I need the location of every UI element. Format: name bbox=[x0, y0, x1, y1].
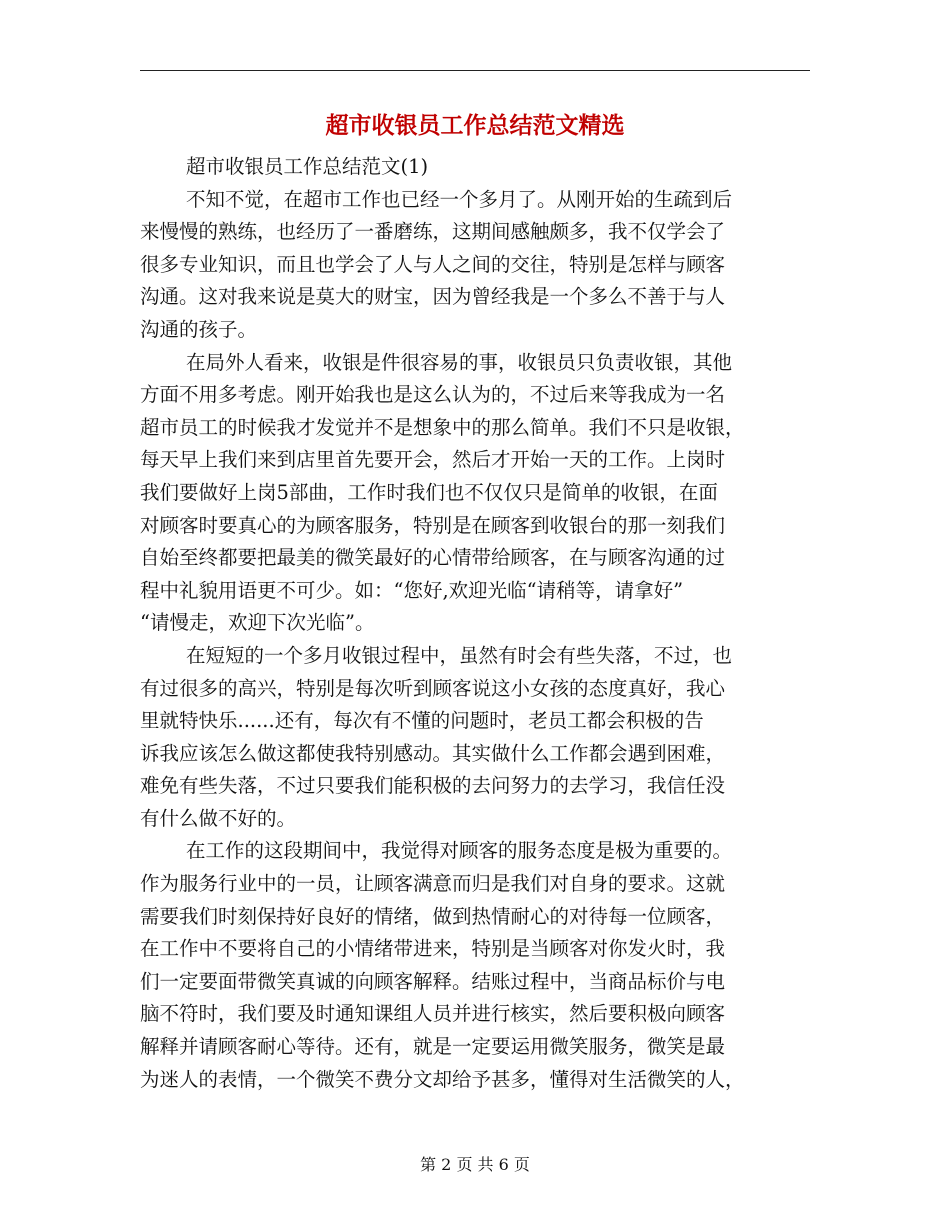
body-text-line: 为迷人的表情，一个微笑不费分文却给予甚多，懂得对生活微笑的人， bbox=[140, 1067, 745, 1091]
body-text-line: 在工作的这段期间中，我觉得对顾客的服务态度是极为重要的。 bbox=[186, 839, 733, 863]
body-text-line: 方面不用多考虑。刚开始我也是这么认为的，不过后来等我成为一名 bbox=[140, 383, 726, 407]
body-text-line: 在局外人看来，收银是件很容易的事，收银员只负责收银，其他 bbox=[186, 350, 733, 374]
body-text-line: “请慢走，欢迎下次光临”。 bbox=[140, 611, 375, 635]
body-text-line: 里就特快乐......还有，每次有不懂的问题时，老员工都会积极的告 bbox=[140, 709, 704, 733]
body-text-line: 有过很多的高兴，特别是每次听到顾客说这小女孩的态度真好，我心 bbox=[140, 676, 726, 700]
header-rule bbox=[140, 70, 810, 71]
body-text-line: 在工作中不要将自己的小情绪带进来，特别是当顾客对你发火时，我 bbox=[140, 937, 726, 961]
body-text-line: 很多专业知识，而且也学会了人与人之间的交往，特别是怎样与顾客 bbox=[140, 252, 726, 276]
body-text-line: 在短短的一个多月收银过程中，虽然有时会有些失落，不过，也 bbox=[186, 643, 733, 667]
body-text-line: 诉我应该怎么做这都使我特别感动。其实做什么工作都会遇到困难， bbox=[140, 741, 726, 765]
body-text-line: 沟通的孩子。 bbox=[140, 317, 258, 341]
body-text-line: 解释并请顾客耐心等待。还有，就是一定要运用微笑服务，微笑是最 bbox=[140, 1035, 726, 1059]
page-number: 第 2 页 共 6 页 bbox=[420, 1155, 530, 1174]
body-text-line: 不知不觉，在超市工作也已经一个多月了。从刚开始的生疏到后 bbox=[186, 187, 733, 211]
document-body bbox=[140, 151, 810, 1096]
body-text-line: 沟通。这对我来说是莫大的财宝，因为曾经我是一个多么不善于与人 bbox=[140, 285, 726, 309]
body-text-line: 需要我们时刻保持好良好的情绪，做到热情耐心的对待每一位顾客， bbox=[140, 904, 726, 928]
body-text-line: 难免有些失落，不过只要我们能积极的去问努力的去学习，我信任没 bbox=[140, 774, 726, 798]
body-text-line: 们一定要面带微笑真诚的向顾客解释。结账过程中，当商品标价与电 bbox=[140, 969, 726, 993]
body-text-line: 自始至终都要把最美的微笑最好的心情带给顾客，在与顾客沟通的过 bbox=[140, 546, 726, 570]
document-title: 超市收银员工作总结范文精选 bbox=[325, 112, 625, 139]
body-text-line: 超市收银员工作总结范文(1) bbox=[186, 155, 429, 178]
body-text-line: 作为服务行业中的一员，让顾客满意而归是我们对自身的要求。这就 bbox=[140, 872, 726, 896]
body-text-line: 每天早上我们来到店里首先要开会，然后才开始一天的工作。上岗时 bbox=[140, 448, 726, 472]
body-text-line: 超市员工的时候我才发觉并不是想象中的那么简单。我们不只是收银， bbox=[140, 415, 745, 439]
body-text-line: 来慢慢的熟练，也经历了一番磨练，这期间感触颇多，我不仅学会了 bbox=[140, 220, 726, 244]
body-text-line: 我们要做好上岗5部曲，工作时我们也不仅仅只是简单的收银，在面 bbox=[140, 480, 718, 504]
body-text-line: 程中礼貌用语更不可少。如：“您好,欢迎光临“请稍等，请拿好” bbox=[140, 578, 684, 602]
body-text-line: 脑不符时，我们要及时通知课组人员并进行核实，然后要积极向顾客 bbox=[140, 1002, 726, 1026]
body-text-line: 对顾客时要真心的为顾客服务，特别是在顾客到收银台的那一刻我们 bbox=[140, 513, 726, 537]
body-text-line: 有什么做不好的。 bbox=[140, 806, 297, 830]
